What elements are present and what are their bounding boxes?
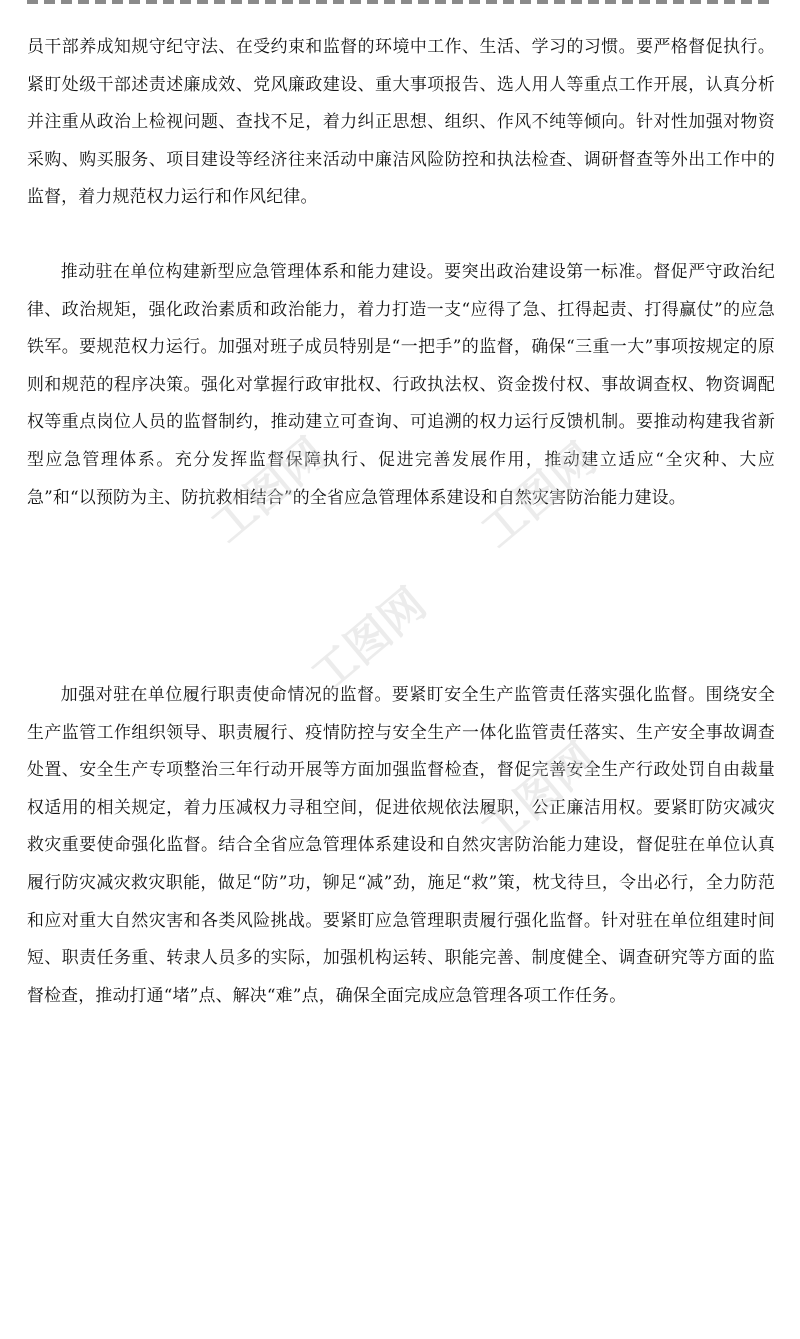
cut-off-text-line — [27, 0, 775, 4]
watermark-logo: 工图网 — [301, 578, 436, 703]
paragraph-2: 推动驻在单位构建新型应急管理体系和能力建设。要突出政治建设第一标准。督促严守政治纪律、政治规矩，强化政治素质和政治能力，着力打造一支“应得了急、扛得起责、打得赢仗”的应急铁军。要规范权力运行。加强对班子成员特别是“一把手”的监督，确保“三重一大”事项按规定的原则和规范的程序决策。强化对掌握行政审批权、行政执法权、资金拨付权、事故调查权、物资调配权等重点岗位人员的监督制约，推动建立可查询、可追溯的权力运行反馈机制。要推动构建我省新型应急管理体系。充分发挥监督保障执行、促进完善发展作用，推动建立适应“全灾种、大应急”和“以预防为主、防抗救相结合”的全省应急管理体系建设和自然灾害防治能力建设。 — [27, 261, 775, 507]
watermark-logo: 工图网 — [471, 733, 606, 858]
watermark-logo: 工图网 — [471, 433, 606, 558]
paragraph-2-block — [27, 253, 775, 516]
paragraph-3: 加强对驻在单位履行职责使命情况的监督。要紧盯安全生产监管责任落实强化监督。围绕安全生产监管工作组织领导、职责履行、疫情防控与安全生产一体化监管责任落实、生产安全事故调查处置、安全生产专项整治三年行动开展等方面加强监督检查，督促完善安全生产行政处罚自由裁量权适用的相关规定，着力压减权力寻租空间，促进依规依法履职，公正廉洁用权。要紧盯防灾减灾救灾重要使命强化监督。结合全省应急管理体系建设和自然灾害防治能力建设，督促驻在单位认真履行防灾减灾救灾职能，做足“防”功，铆足“减”劲，施足“救”策，枕戈待旦，令出必行，全力防范和应对重大自然灾害和各类风险挑战。要紧盯应急管理职责履行强化监督。针对驻在单位组建时间短、职责任务重、转隶人员多的实际，加强机构运转、职能完善、制度健全、调查研究等方面的监督检查，推动打通“堵”点、解决“难”点，确保全面完成应急管理各项工作任务。 — [27, 684, 775, 1005]
paragraph-1: 员干部养成知规守纪守法、在受约束和监督的环境中工作、生活、学习的习惯。要严格督促执行。紧盯处级干部述责述廉成效、党风廉政建设、重大事项报告、选人用人等重点工作开展，认真分析并注重从政治上检视问题、查找不足，着力纠正思想、组织、作风不纯等倾向。针对性加强对物资采购、购买服务、项目建设等经济往来活动中廉洁风险防控和执法检查、调研督查等外出工作中的监督，着力规范权力运行和作风纪律。 — [27, 36, 775, 207]
watermark-logo: 工图网 — [201, 428, 336, 553]
paragraph-3-block — [27, 676, 775, 1014]
paragraph-1-block — [27, 28, 775, 216]
